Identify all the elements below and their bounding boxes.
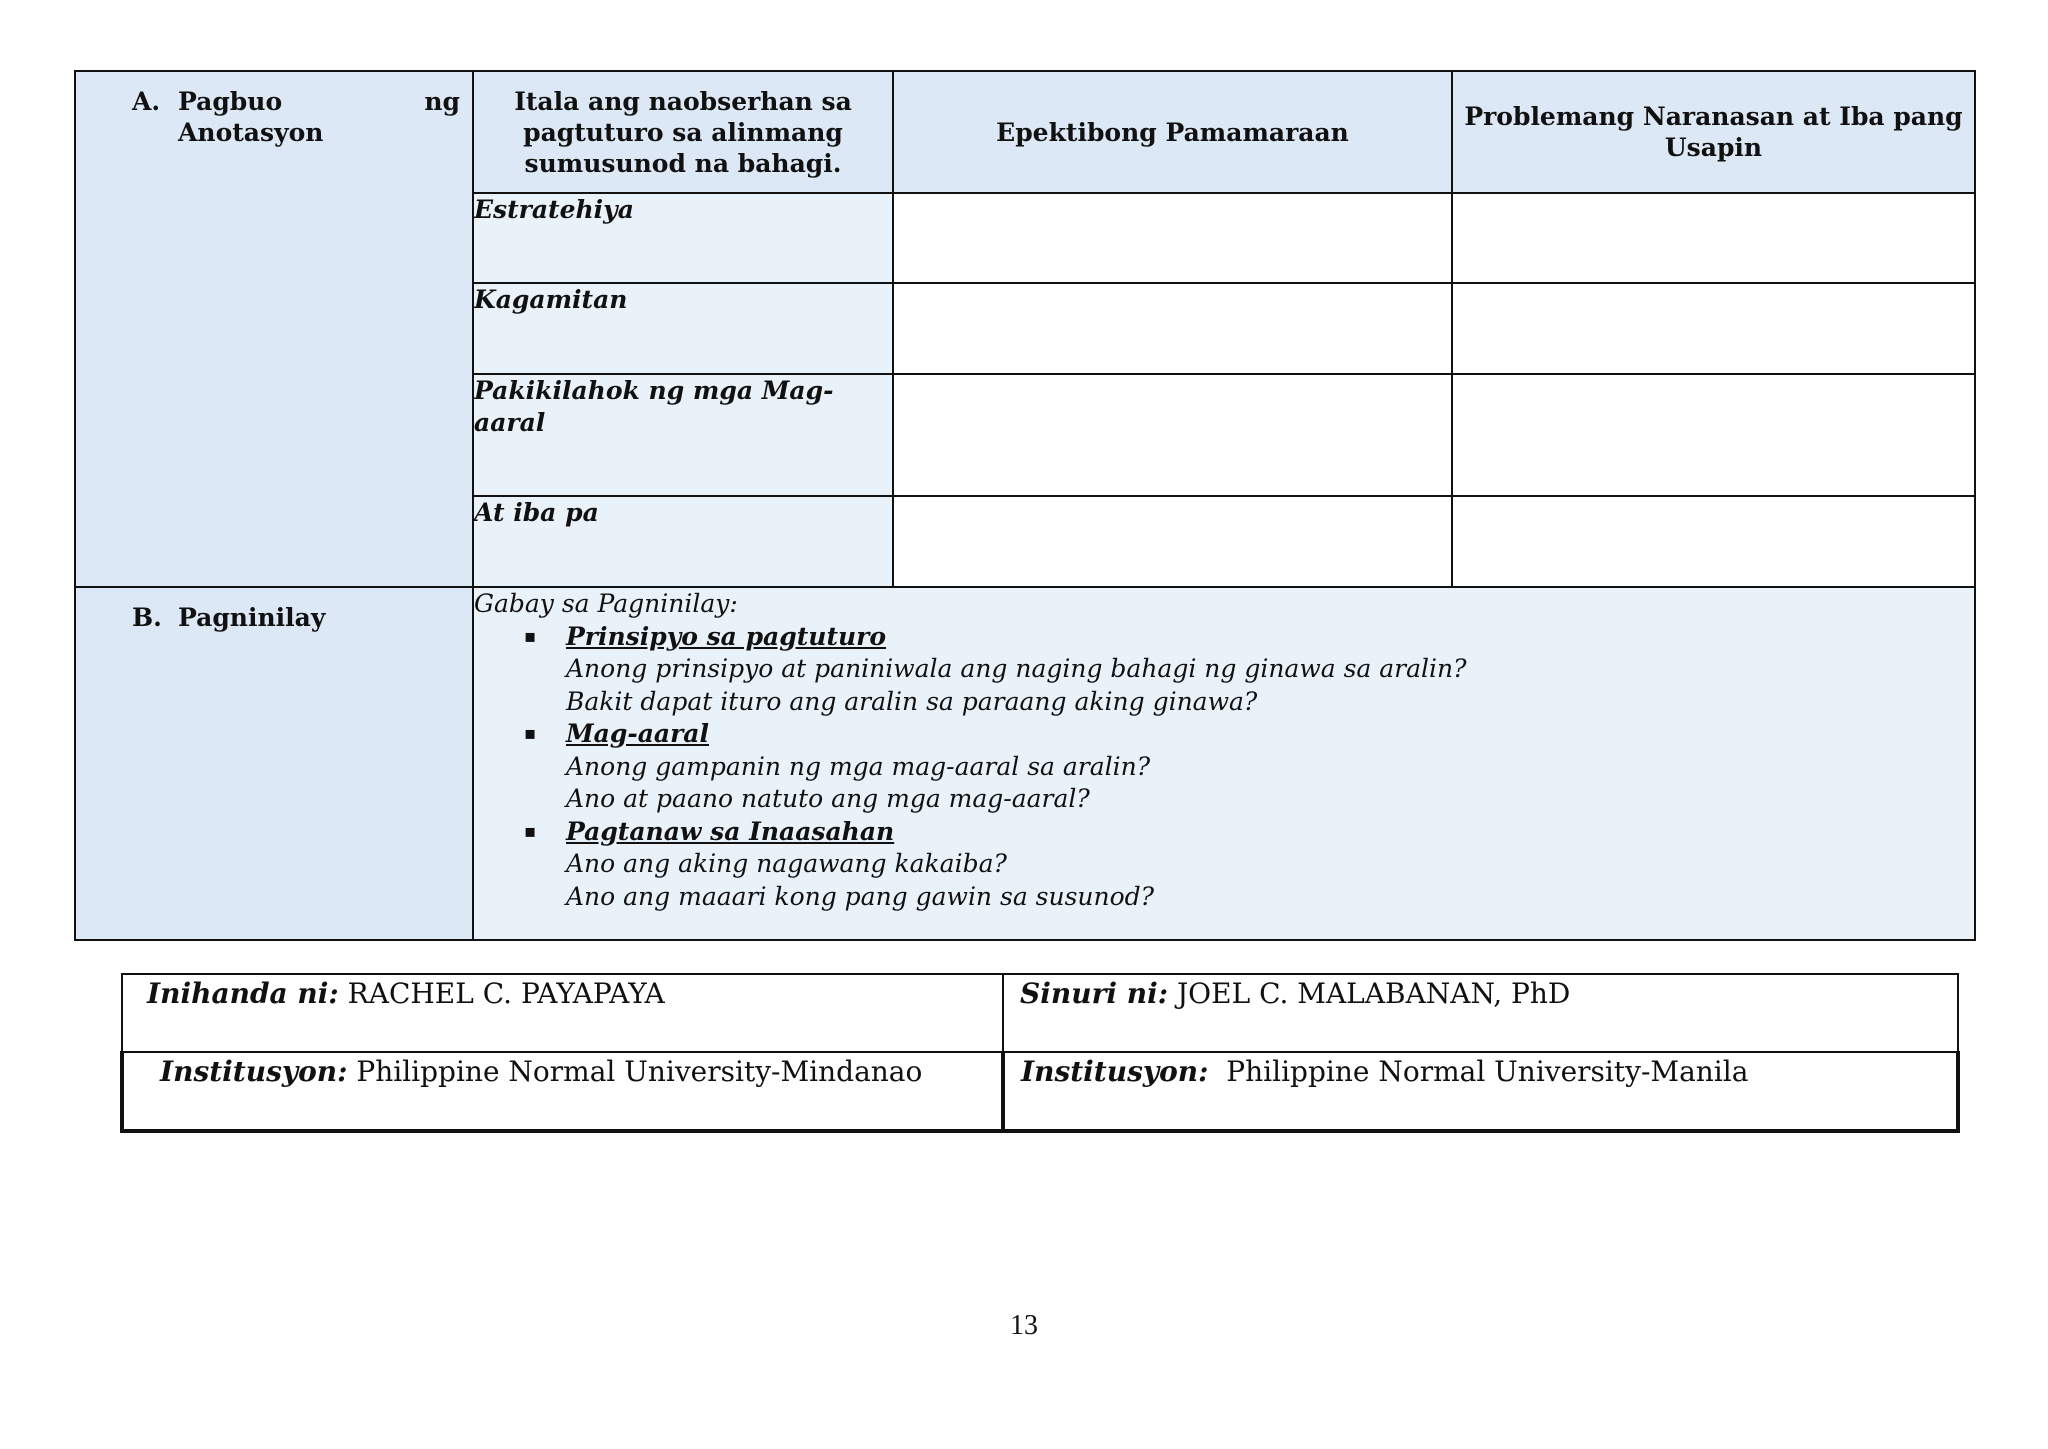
bullet-icon: ▪ [524,723,537,744]
reviewed-label: Sinuri ni: [1020,977,1169,1010]
institution-label: Institusyon: [160,1055,348,1088]
guide-question: Anong prinsipyo at paniniwala ang naging bahagi ng ginawa sa aralin? [566,654,1467,683]
reviewed-name: JOEL C. MALABANAN, PhD [1176,977,1571,1010]
row-pakikilahok-effective[interactable] [893,374,1452,496]
guide-item [474,816,1974,849]
section-b-letter: B. [132,603,162,632]
guide-item-title: Prinsipyo sa pagtuturo [566,621,887,651]
section-a-label [76,72,472,148]
institution-right-cell [1003,1052,1958,1131]
prepared-label: Inihanda ni: [147,977,339,1010]
guide-question: Anong gampanin ng mga mag-aaral sa aralin? [566,751,1151,781]
institution-left-cell [122,1052,1003,1131]
guide-item [474,718,1974,751]
reflection-guide [473,587,1975,940]
guide-item [474,621,1974,654]
header-observe: Itala ang naobserhan sa pagtuturo sa alinmang sumusunod na bahagi. [473,71,893,193]
prepared-name: RACHEL C. PAYAPAYA [347,977,665,1010]
institution-label: Institusyon: [1021,1055,1209,1088]
page-number: 13 [1010,1310,1038,1341]
lesson-annotation-table [74,70,1976,941]
row-kagamitan-problems[interactable] [1452,283,1975,374]
row-pakikilahok-problems[interactable] [1452,374,1975,496]
row-estratehiya-effective[interactable] [893,193,1452,283]
section-b-label [76,588,472,633]
row-label-pakikilahok: Pakikilahok ng mga Mag-aaral [473,374,893,496]
row-estratehiya-problems[interactable] [1452,193,1975,283]
guide-question: Ano ang maaari kong pang gawin sa susunod? [566,881,1155,911]
bullet-icon: ▪ [524,625,537,647]
guide-question: Ano ang aking nagawang kakaiba? [566,849,1007,878]
row-iba-pa-effective[interactable] [893,496,1452,587]
guide-question: Ano at paano natuto ang mga mag-aaral? [566,784,1090,813]
section-a-letter: A. [132,87,161,116]
bullet-icon: ▪ [524,820,537,842]
section-b-text: Pagninilay [178,603,326,632]
section-a-line2: Anotasyon [178,118,324,147]
row-label-kagamitan: Kagamitan [473,283,893,374]
header-problems: Problemang Naranasan at Iba pang Usapin [1452,71,1975,193]
row-iba-pa-problems[interactable] [1452,496,1975,587]
section-a-cell [75,71,473,587]
row-label-iba-pa: At iba pa [473,496,893,587]
guide-item-title: Mag-aaral [566,719,709,748]
guide-question: Bakit dapat ituro ang aralin sa paraang aking ginawa? [566,686,1258,716]
guide-title: Gabay sa Pagninilay: [474,589,738,618]
row-kagamitan-effective[interactable] [893,283,1452,374]
row-label-estratehiya: Estratehiya [473,193,893,283]
guide-item-title: Pagtanaw sa Inaasahan [566,816,895,846]
signature-table [120,973,1960,1133]
section-b-cell [75,587,473,940]
header-effective: Epektibong Pamamaraan [893,71,1452,193]
institution-right: Philippine Normal University-Manila [1226,1055,1749,1088]
prepared-by-cell [122,974,1003,1052]
section-a-word1: Pagbuo [178,87,283,116]
reviewed-by-cell [1003,974,1958,1052]
institution-left: Philippine Normal University-Mindanao [356,1055,923,1088]
section-a-word2: ng [424,87,460,116]
